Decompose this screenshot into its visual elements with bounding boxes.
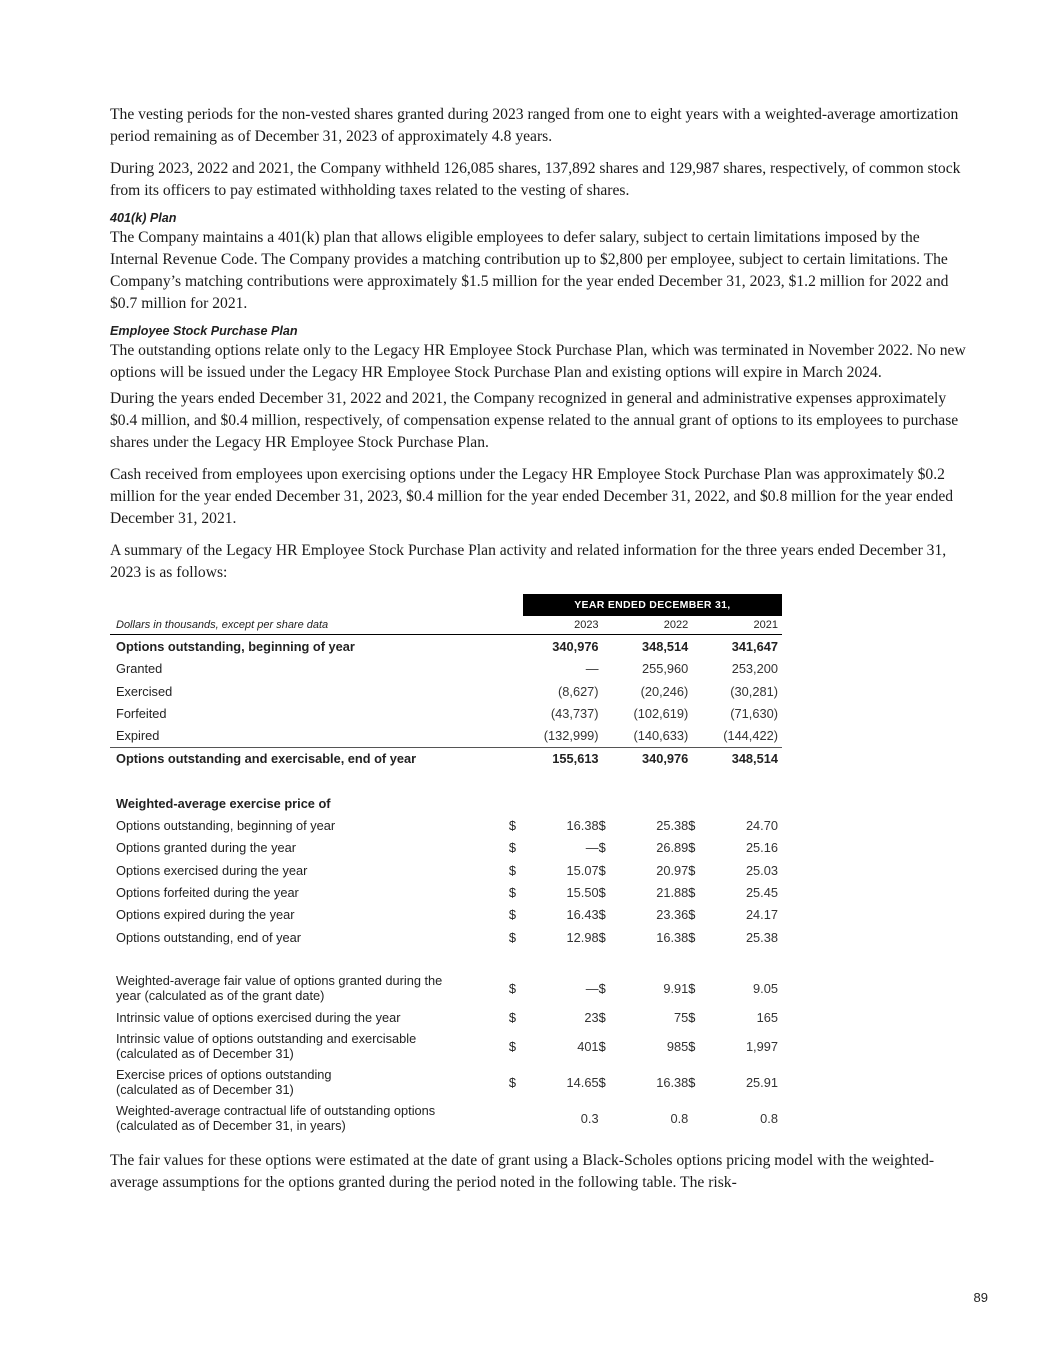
currency-symbol: $ (688, 1009, 696, 1025)
table-row (110, 837, 782, 859)
cell-2021: 25.91 (745, 1074, 778, 1090)
row-label-line2: (calculated as of December 31, in years) (116, 1118, 346, 1134)
currency-symbol: $ (598, 1009, 606, 1025)
table-row (110, 859, 782, 881)
table-row (110, 1100, 782, 1136)
cell-2022: (140,633) (633, 728, 689, 744)
currency-symbol: $ (598, 862, 606, 878)
row-label-line2: (calculated as of December 31) (116, 1046, 294, 1062)
cell-2023: 14.65 (566, 1074, 599, 1090)
table-units-note: Dollars in thousands, except per share data (110, 616, 509, 635)
currency-symbol: $ (598, 840, 606, 856)
currency-symbol: $ (688, 907, 696, 923)
row-label: Options outstanding and exercisable, end of year (110, 747, 509, 770)
currency-symbol: $ (688, 840, 696, 856)
cell-2021: 25.16 (745, 840, 778, 856)
currency-symbol: $ (688, 980, 696, 996)
table-row (110, 680, 782, 702)
cell-2022: 75 (674, 1009, 689, 1025)
currency-symbol: $ (508, 1038, 516, 1054)
cell-2021: 24.70 (745, 818, 778, 834)
cell-2021: 165 (756, 1009, 778, 1025)
currency-symbol: $ (688, 862, 696, 878)
table-row (110, 881, 782, 903)
cell-2022: 21.88 (656, 884, 689, 900)
cell-2021: 348,514 (702, 747, 778, 770)
row-label: Options outstanding, beginning of year (116, 818, 336, 834)
paragraph-espp-outstanding: The outstanding options relate only to the Legacy HR Employee Stock Purchase Plan, which was terminated in November 2022. No new options will be issued under the Legacy HR Employee Stock Purchase Plan and existing options will expire in March 2024. (110, 342, 966, 381)
currency-symbol: $ (598, 929, 606, 945)
currency-symbol: $ (508, 862, 516, 878)
row-label: Expired (116, 728, 160, 744)
espp-activity-table (110, 594, 782, 1136)
paragraph-vesting: The vesting periods for the non-vested shares granted during 2023 ranged from one to eight years with a weighted-average amortization period remaining as of December 31, 2023 of approximately 4.8 years. (110, 106, 959, 145)
cell-2023: (8,627) (558, 683, 599, 699)
paragraph-espp-cash: Cash received from employees upon exercising options under the Legacy HR Employee Stock Purchase Plan was approximately $0.2 million for the year ended December 31, 2023, $0.4 million for the year ended December 31, 2022, and $0.8 million for the year ended December 31, 2021. (110, 466, 954, 527)
cell-2023: — (585, 661, 599, 677)
row-label (110, 1064, 509, 1100)
row-label (110, 1100, 509, 1136)
row-label: Granted (116, 661, 163, 677)
row-label-line2: year (calculated as of the grant date) (116, 988, 325, 1004)
year-header-2022: 2022 (612, 616, 688, 635)
paragraph-401k: The Company maintains a 401(k) plan that allows eligible employees to defer salary, subject to certain limitations imposed by the Internal Revenue Code. The Company provides a matching contribution up to $2,800 per employee, subject to certain limitations. The Company’s matching contributions were approximately $1.5 million for the year ended December 31, 2023, $1.2 million for 2022 and $0.7 million for 2021. (110, 229, 949, 312)
cell-2023: 16.38 (566, 818, 599, 834)
cell-2023: 16.43 (566, 907, 599, 923)
currency-symbol: $ (508, 907, 516, 923)
currency-symbol: $ (508, 818, 516, 834)
heading-401k-plan: 401(k) Plan (110, 211, 177, 225)
currency-symbol: $ (508, 840, 516, 856)
row-label: Options outstanding, beginning of year (116, 638, 355, 654)
section-heading: Weighted-average exercise price of (116, 795, 331, 811)
cell-2021: 0.8 (760, 1110, 778, 1126)
cell-2023: 0.3 (580, 1110, 599, 1126)
table-row (110, 792, 782, 814)
table-row (110, 970, 782, 1006)
cell-2023: 340,976 (552, 638, 599, 654)
cell-2022: 25.38 (656, 818, 689, 834)
cell-2021: 9.05 (753, 980, 778, 996)
row-label: Options expired during the year (116, 907, 295, 923)
cell-2022: (102,619) (633, 705, 689, 721)
row-label (110, 1028, 509, 1064)
cell-2022: 340,976 (612, 747, 688, 770)
cell-2021: 24.17 (745, 907, 778, 923)
cell-2022: 9.91 (663, 980, 689, 996)
cell-2021: 25.03 (745, 862, 778, 878)
currency-symbol: $ (598, 1074, 606, 1090)
cell-2023: 401 (577, 1038, 599, 1054)
page-content (110, 104, 968, 1204)
cell-2023: 15.50 (566, 884, 599, 900)
cell-2022: 0.8 (670, 1110, 689, 1126)
table-row (110, 904, 782, 926)
row-label-line1: Weighted-average contractual life of outstanding options (116, 1103, 436, 1119)
paragraph-withheld-shares: During 2023, 2022 and 2021, the Company withheld 126,085 shares, 137,892 shares and 129,987 shares, respectively, of common stock from its officers to pay estimated withholding taxes related to the vesting of shares. (110, 160, 961, 199)
currency-symbol: $ (508, 1074, 516, 1090)
currency-symbol: $ (688, 1074, 696, 1090)
cell-2022: 26.89 (656, 840, 689, 856)
cell-2023: 23 (584, 1009, 599, 1025)
row-label: Exercised (116, 683, 173, 699)
row-label: Forfeited (116, 705, 167, 721)
table-row (110, 1064, 782, 1100)
paragraph-summary-intro: A summary of the Legacy HR Employee Stock Purchase Plan activity and related information for the three years ended December 31, 2023 is as follows: (110, 542, 947, 581)
cell-2023: (132,999) (543, 728, 599, 744)
row-label: Intrinsic value of options exercised during the year (116, 1009, 401, 1025)
paragraph-fair-value: The fair values for these options were estimated at the date of grant using a Black-Scholes options pricing model with the weighted-average assumptions for the options granted during the period noted in the following table. The risk- (110, 1152, 935, 1192)
cell-2022: 985 (666, 1038, 689, 1054)
row-label-line2: (calculated as of December 31) (116, 1082, 294, 1098)
row-label: Options exercised during the year (116, 862, 308, 878)
table-row (110, 702, 782, 724)
table-row (110, 747, 782, 770)
cell-2022: 348,514 (642, 638, 689, 654)
cell-2022: 23.36 (656, 907, 689, 923)
currency-symbol: $ (688, 818, 696, 834)
currency-symbol: $ (508, 929, 516, 945)
paragraph-espp-expense: During the years ended December 31, 2022 and 2021, the Company recognized in general and administrative expenses approximately $0.4 million, and $0.4 million, respectively, of compensation expense related to the annual grant of options to its employees to purchase shares under the Legacy HR Employee Stock Purchase Plan. (110, 390, 959, 451)
cell-2022: 16.38 (656, 1074, 689, 1090)
cell-2021: 341,647 (731, 638, 778, 654)
currency-symbol: $ (508, 1009, 516, 1025)
cell-2021: 25.38 (745, 929, 778, 945)
year-header-2023: 2023 (523, 616, 599, 635)
table-row (110, 658, 782, 680)
cell-2021: (30,281) (730, 683, 778, 699)
cell-2021: 25.45 (745, 884, 778, 900)
currency-symbol: $ (508, 884, 516, 900)
row-label (110, 970, 509, 1006)
currency-symbol: $ (598, 907, 606, 923)
year-header-2021: 2021 (702, 616, 778, 635)
currency-symbol: $ (598, 818, 606, 834)
currency-symbol: $ (688, 884, 696, 900)
table-band-header: YEAR ENDED DECEMBER 31, (523, 594, 782, 616)
currency-symbol: $ (598, 980, 606, 996)
table-row (110, 1006, 782, 1028)
cell-2023: (43,737) (550, 705, 599, 721)
table-row (110, 1028, 782, 1064)
currency-symbol: $ (508, 980, 516, 996)
row-label: Options outstanding, end of year (116, 929, 301, 945)
table-row (110, 724, 782, 747)
row-label-line1: Weighted-average fair value of options granted during the (116, 973, 443, 989)
currency-symbol: $ (598, 1038, 606, 1054)
table-row (110, 926, 782, 948)
cell-2022: 16.38 (656, 929, 689, 945)
currency-symbol: $ (598, 884, 606, 900)
cell-2022: (20,246) (640, 683, 689, 699)
cell-2021: 1,997 (745, 1038, 778, 1054)
cell-2021: (144,422) (723, 728, 778, 744)
cell-2021: 253,200 (731, 661, 778, 677)
cell-2023: — (585, 980, 599, 996)
cell-2023: 15.07 (566, 862, 599, 878)
table-row (110, 814, 782, 836)
row-label-line1: Intrinsic value of options outstanding and exercisable (116, 1031, 417, 1047)
cell-2021: (71,630) (730, 705, 778, 721)
row-label: Options granted during the year (116, 840, 296, 856)
cell-2023: 155,613 (523, 747, 599, 770)
row-label-line1: Exercise prices of options outstanding (116, 1067, 332, 1083)
cell-2023: 12.98 (566, 929, 599, 945)
row-label: Options forfeited during the year (116, 884, 299, 900)
cell-2022: 255,960 (642, 661, 689, 677)
heading-espp: Employee Stock Purchase Plan (110, 324, 298, 338)
currency-symbol: $ (688, 1038, 696, 1054)
cell-2022: 20.97 (656, 862, 689, 878)
page-number: 89 (973, 1290, 988, 1305)
cell-2023: — (585, 840, 599, 856)
table-row (110, 635, 782, 658)
currency-symbol: $ (688, 929, 696, 945)
